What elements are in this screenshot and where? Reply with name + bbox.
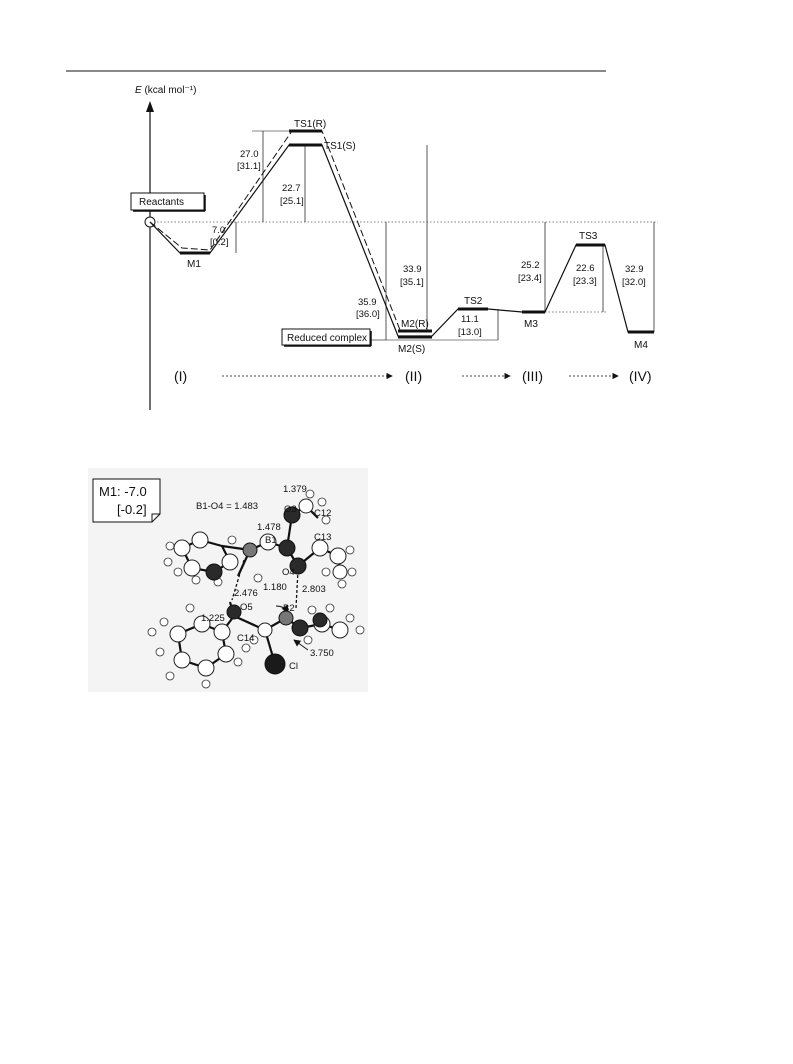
atom-cl: Cl bbox=[289, 661, 298, 672]
energy-m1: 7.0 bbox=[212, 225, 226, 236]
energy-ts1s: 22.7 bbox=[282, 183, 301, 194]
y-axis-arrowhead bbox=[146, 101, 154, 112]
reduced-complex-label: Reduced complex bbox=[287, 333, 368, 344]
dist-2476: 2.476 bbox=[234, 588, 258, 599]
energy-ts1s-b: [25.1] bbox=[280, 196, 304, 207]
energy-m1-b: [0.2] bbox=[210, 237, 229, 248]
reactants-label: Reactants bbox=[139, 197, 185, 208]
stage-3: (III) bbox=[522, 368, 543, 384]
stage-4: (IV) bbox=[629, 368, 652, 384]
label-m1: M1 bbox=[187, 259, 201, 270]
energy-m4-b: [32.0] bbox=[622, 277, 646, 288]
pathway-r bbox=[150, 131, 432, 330]
energy-diagram bbox=[131, 85, 658, 410]
energy-ts1r-b: [31.1] bbox=[237, 161, 261, 172]
energy-ts2: 11.1 bbox=[461, 314, 479, 325]
energy-m4: 32.9 bbox=[625, 264, 644, 275]
label-m4: M4 bbox=[634, 340, 648, 351]
dist-1180: 1.180 bbox=[263, 582, 287, 593]
structure-panel bbox=[88, 468, 368, 692]
energy-m2-b: [36.0] bbox=[356, 309, 380, 320]
energy-ts3: 22.6 bbox=[576, 263, 595, 274]
label-ts2: TS2 bbox=[464, 296, 483, 307]
atom-o4: O4 bbox=[282, 567, 295, 578]
energy-m2: 35.9 bbox=[358, 297, 377, 308]
energy-m3: 25.2 bbox=[521, 260, 540, 271]
energy-ts3-b: [23.3] bbox=[573, 276, 597, 287]
label-ts1r: TS1(R) bbox=[294, 119, 327, 130]
dist-1225: 1.225 bbox=[201, 613, 225, 624]
label-ts3: TS3 bbox=[579, 231, 598, 242]
label-m2s: M2(S) bbox=[398, 344, 426, 355]
label-m3: M3 bbox=[524, 319, 538, 330]
atom-c14: C14 bbox=[237, 633, 255, 644]
dist-3750: 3.750 bbox=[310, 648, 334, 659]
reactants-label-box bbox=[131, 193, 205, 211]
stage-1: (I) bbox=[174, 368, 188, 384]
atom-c12: C12 bbox=[314, 508, 332, 519]
atom-o3: O3 bbox=[284, 504, 297, 515]
energy-m2-from-ts1: 33.9 bbox=[403, 264, 422, 275]
atom-o5: O5 bbox=[240, 602, 253, 613]
bond-note: B1-O4 = 1.483 bbox=[196, 501, 259, 512]
energy-ts2-b: [13.0] bbox=[458, 327, 482, 338]
dist-2803: 2.803 bbox=[302, 584, 326, 595]
energy-m2-from-ts1-b: [35.1] bbox=[400, 277, 424, 288]
label-m2r: M2(R) bbox=[401, 319, 429, 330]
badge-line2: [-0.2] bbox=[117, 502, 147, 517]
structure-badge bbox=[93, 479, 160, 522]
energy-m3-b: [23.4] bbox=[518, 273, 542, 284]
dist-1478: 1.478 bbox=[257, 522, 281, 533]
badge-line1: M1: -7.0 bbox=[99, 484, 147, 499]
atom-b2: B2 bbox=[283, 603, 295, 614]
reduced-complex-box bbox=[282, 329, 386, 346]
stage-2: (II) bbox=[405, 368, 423, 384]
dist-1379: 1.379 bbox=[283, 484, 307, 495]
atom-b1: B1 bbox=[265, 535, 277, 546]
atom-c13: C13 bbox=[314, 532, 332, 543]
energy-ts1r: 27.0 bbox=[240, 149, 259, 160]
y-axis-label: E (kcal mol⁻¹) bbox=[135, 85, 197, 96]
label-ts1s: TS1(S) bbox=[324, 141, 356, 152]
